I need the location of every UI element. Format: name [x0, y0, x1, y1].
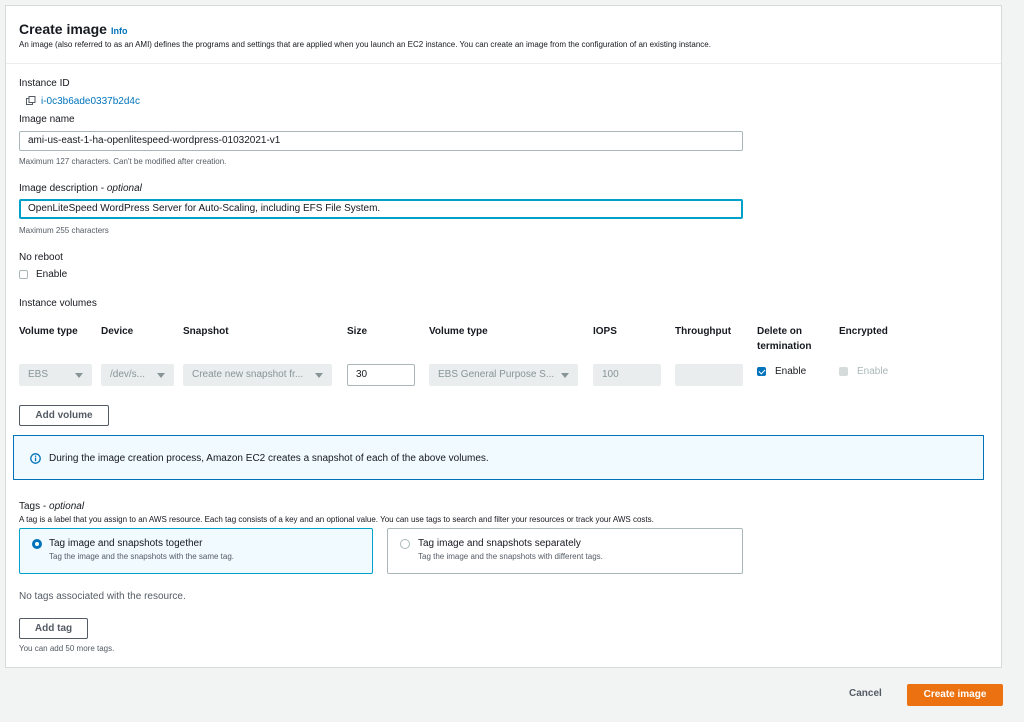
create-image-button[interactable]: Create image — [907, 684, 1003, 706]
delete-on-termination-label: Enable — [775, 366, 807, 377]
tag-separately-radio[interactable] — [400, 539, 410, 549]
col-snapshot: Snapshot — [183, 326, 229, 337]
add-tag-button[interactable]: Add tag — [19, 618, 88, 639]
chevron-down-icon — [561, 373, 569, 378]
info-alert — [13, 435, 984, 480]
no-reboot-label: No reboot — [19, 252, 63, 263]
image-description-hint: Maximum 255 characters — [19, 226, 109, 235]
snapshot-select[interactable] — [183, 364, 332, 386]
ebs-volume-type-select[interactable] — [429, 364, 578, 386]
tags-limit-hint: You can add 50 more tags. — [19, 644, 115, 653]
snapshot-value: Create new snapshot fr... — [192, 369, 304, 380]
size-input[interactable]: 30 — [347, 364, 415, 386]
col-volume-type: Volume type — [19, 326, 78, 337]
optional-tag: optional — [106, 183, 142, 194]
device-select[interactable] — [101, 364, 174, 386]
chevron-down-icon — [157, 373, 165, 378]
delete-on-termination-checkbox[interactable] — [757, 367, 766, 376]
instance-id-label: Instance ID — [19, 78, 70, 89]
chevron-down-icon — [315, 373, 323, 378]
iops-input[interactable]: 100 — [593, 364, 661, 386]
no-tags-text: No tags associated with the resource. — [19, 591, 186, 602]
no-reboot-checkbox[interactable] — [19, 270, 28, 279]
col-throughput: Throughput — [675, 326, 732, 337]
col-delete-line2: termination — [757, 341, 812, 352]
no-reboot-enable-label: Enable — [36, 269, 68, 280]
tags-optional: optional — [49, 501, 85, 512]
col-device: Device — [101, 326, 134, 337]
col-delete-on-termination — [757, 324, 811, 354]
panel-header — [6, 6, 1001, 64]
col-iops: IOPS — [593, 326, 617, 337]
encrypted-checkbox[interactable] — [839, 367, 848, 376]
image-description-label — [19, 183, 142, 194]
tag-together-title: Tag image and snapshots together — [49, 538, 203, 549]
tag-together-radio[interactable] — [32, 539, 42, 549]
ebs-volume-type-value: EBS General Purpose S... — [438, 369, 555, 380]
tags-description: A tag is a label that you assign to an AWS resource. Each tag consists of a key and an optional value. You can use tags to search and filter your resources or track your AWS costs. — [19, 515, 654, 524]
tag-separately-option[interactable] — [387, 528, 743, 574]
col-size: Size — [347, 326, 368, 337]
tag-together-subtitle: Tag the image and the snapshots with the same tag. — [49, 552, 235, 561]
tag-separately-subtitle: Tag the image and the snapshots with different tags. — [418, 552, 603, 561]
copy-icon[interactable] — [26, 96, 36, 106]
col-encrypted: Encrypted — [839, 326, 888, 337]
image-name-label: Image name — [19, 114, 75, 125]
device-value: /dev/s... — [110, 369, 146, 380]
instance-id-link[interactable]: i-0c3b6ade0337b2d4c — [41, 96, 140, 107]
image-name-input[interactable]: ami-us-east-1-ha-openlitespeed-wordpress-01032021-v1 — [19, 131, 743, 151]
instance-volumes-label: Instance volumes — [19, 298, 97, 309]
volume-type-select[interactable] — [19, 364, 92, 386]
info-alert-text: During the image creation process, Amazon EC2 creates a snapshot of each of the above volumes. — [49, 453, 489, 464]
info-icon — [30, 453, 41, 464]
image-description-input[interactable]: OpenLiteSpeed WordPress Server for Auto-Scaling, including EFS File System. — [19, 199, 743, 219]
image-description-label-text: Image description - — [19, 183, 107, 194]
cancel-button[interactable]: Cancel — [849, 688, 882, 699]
page-description: An image (also referred to as an AMI) defines the programs and settings that are applied when you launch an EC2 instance. You can create an image from the configuration of an existing instance. — [19, 40, 711, 49]
image-name-hint: Maximum 127 characters. Can't be modified after creation. — [19, 157, 227, 166]
tag-together-option[interactable] — [19, 528, 373, 574]
tags-label-text: Tags - — [19, 501, 50, 512]
volume-type-value: EBS — [28, 369, 49, 380]
col-ebs-volume-type: Volume type — [429, 326, 488, 337]
tags-label — [19, 501, 84, 512]
tag-separately-title: Tag image and snapshots separately — [418, 538, 581, 549]
info-link[interactable]: Info — [111, 26, 128, 36]
page-title: Create image — [19, 21, 107, 37]
throughput-input[interactable] — [675, 364, 743, 386]
encrypted-label: Enable — [857, 366, 889, 377]
chevron-down-icon — [75, 373, 83, 378]
col-delete-line1: Delete on — [757, 326, 803, 337]
add-volume-button[interactable]: Add volume — [19, 405, 109, 426]
